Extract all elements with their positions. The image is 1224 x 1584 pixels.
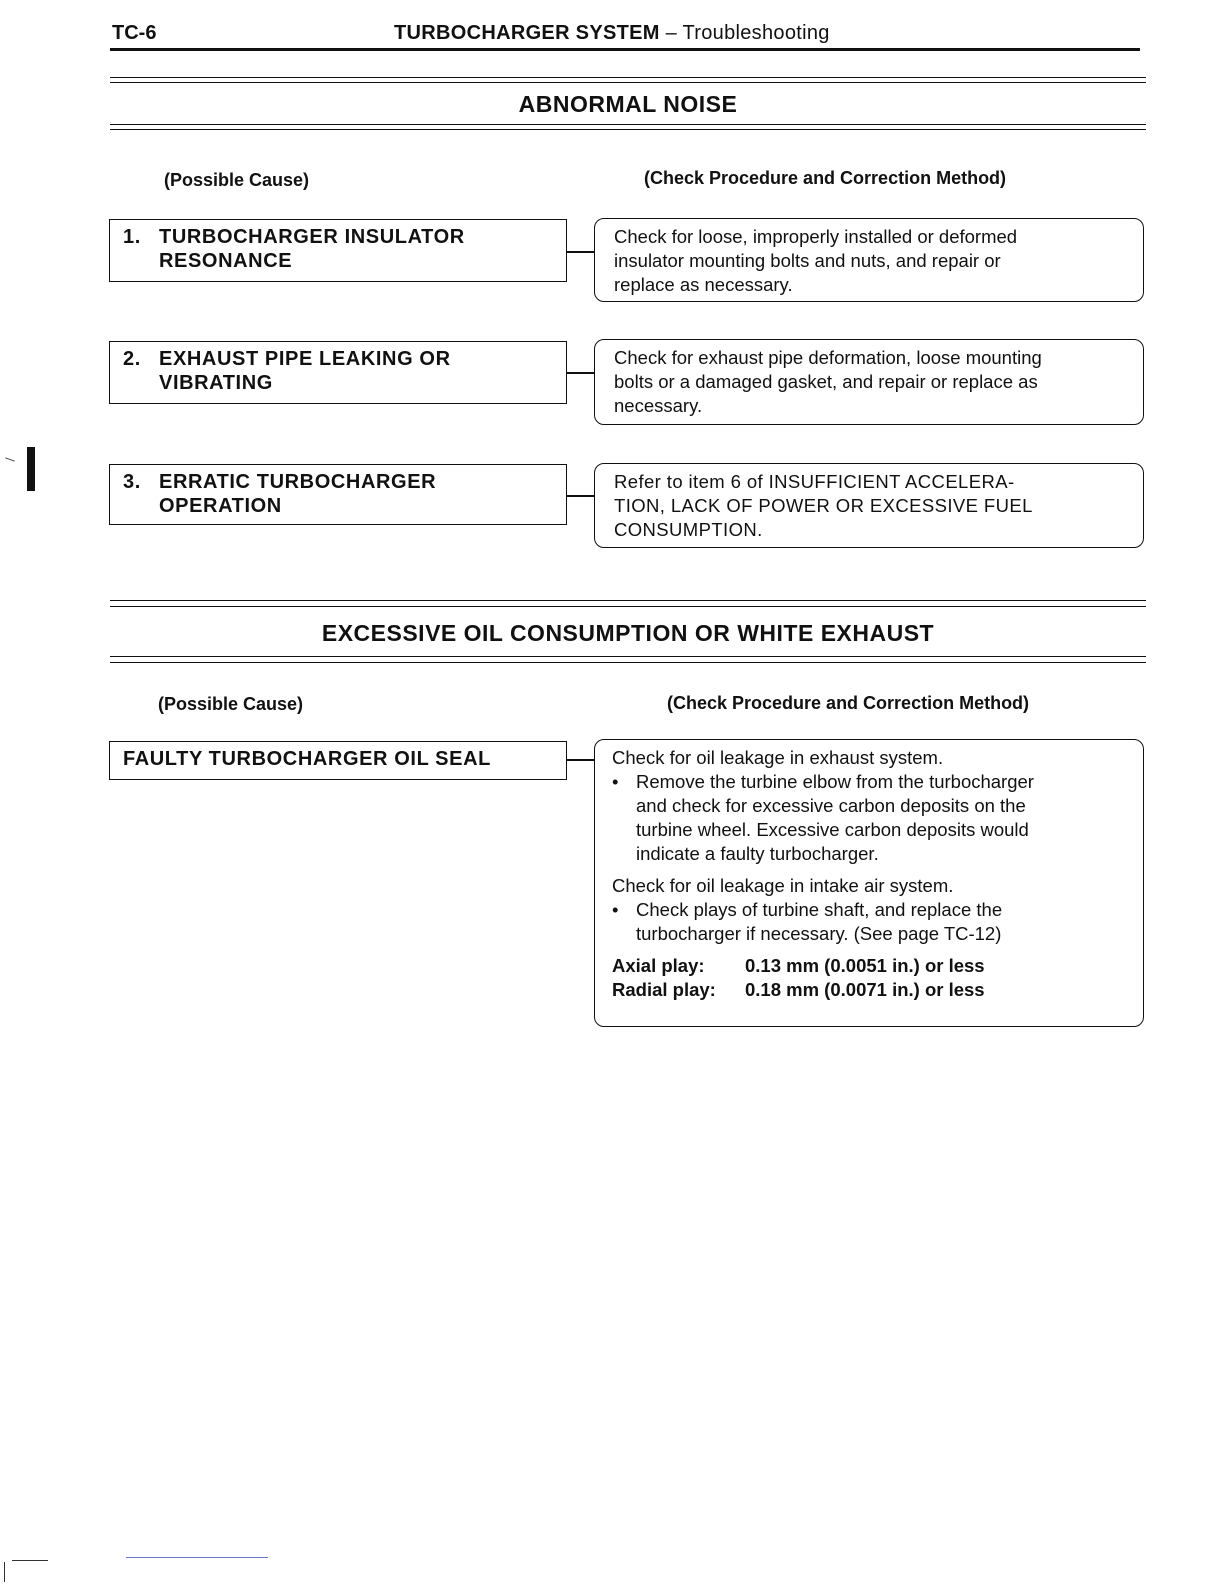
section-rule: [110, 606, 1146, 607]
cause-box-1: [109, 219, 567, 282]
cause-box-2: [109, 341, 567, 404]
cause-line: TURBOCHARGER INSULATOR: [159, 226, 465, 248]
cause-box-oil-seal: [109, 741, 567, 780]
spec-row-axial: [612, 954, 1131, 978]
procedure-line: turbine wheel. Excessive carbon deposits would: [636, 819, 1029, 840]
check-procedure-heading: (Check Procedure and Correction Method): [667, 693, 1030, 713]
section-rule: [110, 656, 1146, 657]
procedure-line: insulator mounting bolts and nuts, and repair or: [614, 250, 1001, 271]
bullet-text: [636, 770, 1034, 866]
bullet-text: [636, 898, 1002, 946]
footer-mark: [4, 1562, 5, 1582]
section-rule: [110, 129, 1146, 130]
procedure-line: bolts or a damaged gasket, and repair or replace as: [614, 371, 1038, 392]
connector-line: [567, 759, 595, 761]
cause-number: 3.: [123, 471, 141, 493]
footer-line: [126, 1557, 268, 1558]
header-rule: [110, 48, 1140, 51]
check-procedure-heading: (Check Procedure and Correction Method): [644, 168, 1007, 188]
procedure-line: Check for oil leakage in intake air system.: [612, 875, 954, 896]
section-rule: [110, 77, 1146, 78]
procedure-line: replace as necessary.: [614, 274, 793, 295]
procedure-line: Refer to item 6 of INSUFFICIENT ACCELERA-: [614, 471, 1015, 492]
procedure-line: Check for exhaust pipe deformation, loose mounting: [614, 347, 1042, 368]
header-separator: –: [665, 22, 678, 44]
spec-value: 0.18 mm (0.0071 in.) or less: [745, 979, 985, 1000]
possible-cause-heading: (Possible Cause): [164, 170, 310, 190]
spec-label: Axial play:: [612, 955, 705, 976]
cause-box-3: [109, 464, 567, 525]
possible-cause-heading: (Possible Cause): [158, 694, 304, 714]
connector-line: [567, 251, 595, 253]
spec-table: [612, 954, 1131, 1002]
procedure-box-3: [594, 463, 1144, 548]
header-section: TURBOCHARGER SYSTEM: [394, 22, 660, 44]
connector-line: [567, 495, 595, 497]
spec-label: Radial play:: [612, 979, 716, 1000]
cause-text: [159, 347, 451, 395]
page-id: TC-6: [112, 22, 157, 44]
header-subsection: Troubleshooting: [682, 22, 830, 44]
cause-text: [159, 225, 465, 273]
cause-number: 2.: [123, 348, 141, 370]
connector-line: [567, 372, 595, 374]
cause-line: EXHAUST PIPE LEAKING OR: [159, 348, 451, 370]
procedure-box-2: [594, 339, 1144, 425]
procedure-line: Check for loose, improperly installed or deformed: [614, 226, 1018, 247]
cause-number: 1.: [123, 226, 141, 248]
section-rule: [110, 600, 1146, 601]
margin-tick: [5, 457, 15, 461]
procedure-box-oil-seal: [594, 739, 1144, 1027]
bullet-icon: •: [612, 771, 619, 792]
procedure-line: TION, LACK OF POWER OR EXCESSIVE FUEL: [614, 495, 1033, 516]
bullet-icon: •: [612, 899, 619, 920]
cause-line: VIBRATING: [159, 372, 273, 394]
page-header: [394, 22, 830, 45]
procedure-line: Check for oil leakage in exhaust system.: [612, 747, 944, 768]
section-title-excessive-oil: EXCESSIVE OIL CONSUMPTION OR WHITE EXHAUST: [321, 620, 935, 646]
procedure-line: and check for excessive carbon deposits on the: [636, 795, 1026, 816]
cause-line: RESONANCE: [159, 250, 293, 272]
bullet-item: [612, 770, 1131, 866]
section-rule: [110, 124, 1146, 125]
cause-line: OPERATION: [159, 495, 282, 517]
section-title-abnormal-noise: ABNORMAL NOISE: [518, 91, 738, 117]
cause-text: FAULTY TURBOCHARGER OIL SEAL: [123, 748, 491, 770]
cause-text: [159, 470, 436, 518]
procedure-box-1: [594, 218, 1144, 302]
margin-change-bar: [27, 447, 35, 491]
procedure-line: CONSUMPTION.: [614, 519, 763, 540]
cause-line: ERRATIC TURBOCHARGER: [159, 471, 437, 493]
spec-value: 0.13 mm (0.0051 in.) or less: [745, 955, 985, 976]
spec-row-radial: [612, 978, 1131, 1002]
section-rule: [110, 662, 1146, 663]
procedure-line: Check plays of turbine shaft, and replace the: [636, 899, 1003, 920]
section-rule: [110, 82, 1146, 83]
procedure-line: Remove the turbine elbow from the turbocharger: [636, 771, 1034, 792]
procedure-line: turbocharger if necessary. (See page TC-12): [636, 923, 1002, 944]
procedure-line: indicate a faulty turbocharger.: [636, 843, 879, 864]
footer-line: [12, 1560, 48, 1561]
procedure-line: necessary.: [614, 395, 703, 416]
bullet-item: [612, 898, 1131, 946]
